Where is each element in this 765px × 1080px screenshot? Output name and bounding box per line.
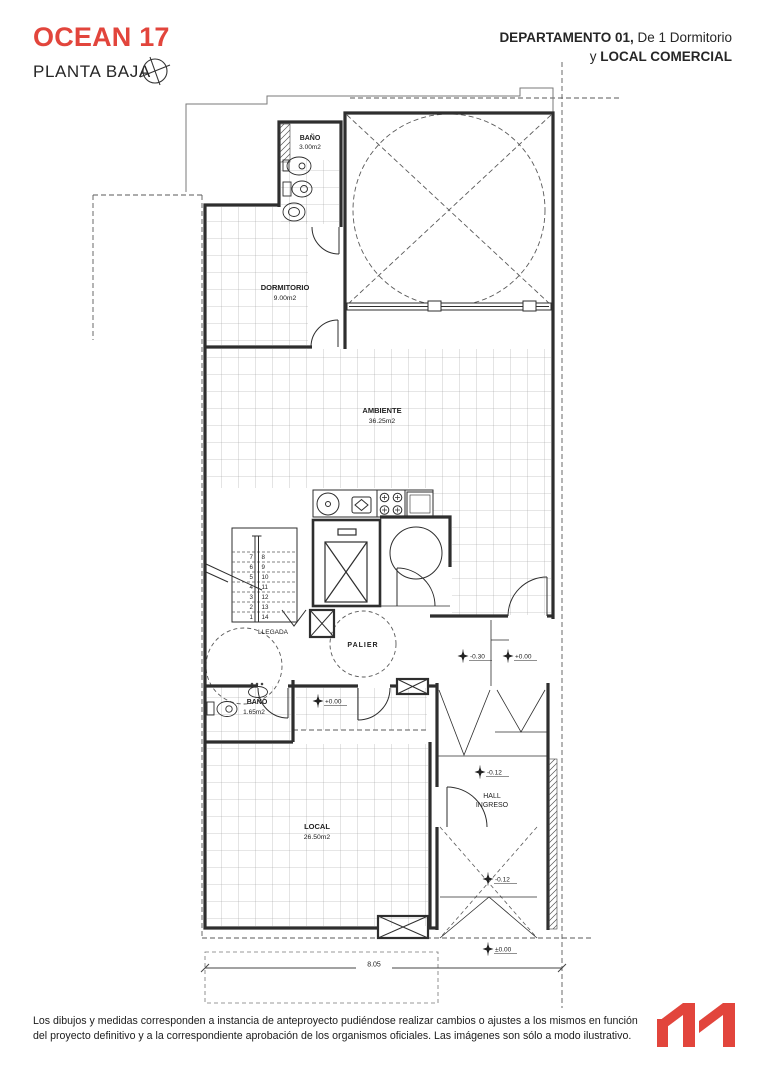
- stair-direction-arrow: [282, 610, 306, 626]
- m11-logo: [657, 1001, 749, 1047]
- dimension-line: [201, 958, 566, 972]
- level-local-rear: +0.00: [515, 653, 532, 661]
- svg-text:3: 3: [249, 594, 253, 601]
- svg-text:8: 8: [261, 554, 265, 561]
- svg-text:2: 2: [249, 604, 253, 611]
- unit-line1-bold: DEPARTAMENTO 01,: [499, 30, 634, 45]
- stair-arrival-label: LLEGADA: [258, 629, 288, 636]
- unit-line2-bold: LOCAL COMERCIAL: [600, 49, 732, 64]
- room-label-hall-1: HALL: [483, 793, 501, 800]
- svg-text:9: 9: [261, 564, 265, 571]
- floor-label: PLANTA BAJA: [33, 62, 151, 81]
- room-label-hall-2: INGRESO: [475, 802, 509, 809]
- svg-text:6: 6: [249, 564, 253, 571]
- level-street: ±0.00: [495, 946, 512, 954]
- patio-void: [347, 114, 551, 306]
- room-label-dormitorio: DORMITORIO: [260, 283, 310, 292]
- fridge-icon: [407, 492, 433, 516]
- level-hall: -0.12: [487, 769, 502, 777]
- room-area-local: 26.50m2: [303, 834, 331, 841]
- svg-text:1: 1: [249, 614, 253, 621]
- window-band: [347, 301, 551, 311]
- svg-text:14: 14: [261, 614, 269, 621]
- neighbor-outline: [186, 88, 553, 192]
- footer-disclaimer: [33, 1014, 643, 1044]
- party-wall-hatch: [549, 759, 557, 929]
- room-area-ambiente: 36.25m2: [368, 418, 396, 425]
- svg-text:13: 13: [261, 604, 269, 611]
- stair-numbers-right: [262, 554, 269, 621]
- bedroom-floor: [207, 207, 308, 345]
- room-area-bano-local: 1.65m2: [243, 709, 265, 716]
- level-bano-local: +0.00: [325, 698, 342, 706]
- duct-hatch: [280, 124, 290, 162]
- room-area-dormitorio: 9.00m2: [273, 295, 297, 302]
- living-floor-strip: [433, 488, 551, 517]
- disclaimer-line-1: Los dibujos y medidas corresponden a instancia de anteproyecto pudiéndose realizar cambios o ajustes a los mismos en función: [33, 1015, 638, 1027]
- room-label-local: LOCAL: [304, 822, 330, 831]
- north-compass-icon: [140, 57, 170, 85]
- dimension-total-width: 8.05: [367, 961, 381, 969]
- elevator-shaft: [313, 520, 380, 606]
- svg-text:10: 10: [261, 574, 269, 581]
- living-floor-arm: [452, 517, 551, 615]
- water-tank-room: [380, 527, 450, 606]
- sidewalk-projection: [205, 952, 438, 1003]
- room-label-bano-local: BAÑO: [246, 699, 268, 706]
- room-label-bano-top: BAÑO: [299, 135, 321, 142]
- project-title: OCEAN 17: [33, 22, 170, 52]
- water-tank-icon: [390, 527, 442, 579]
- unit-line1-rest: De 1 Dormitorio: [633, 30, 732, 45]
- stair-numbers-left: [250, 554, 254, 621]
- room-label-palier: PALIER: [347, 642, 379, 649]
- svg-text:11: 11: [261, 584, 268, 591]
- entry-canopy-lines: [437, 620, 547, 938]
- room-label-ambiente: AMBIENTE: [362, 406, 402, 415]
- svg-text:4: 4: [249, 584, 253, 591]
- staircase: [206, 528, 306, 636]
- level-palier: -0.30: [470, 653, 485, 661]
- level-entry: -0.12: [495, 876, 510, 884]
- room-area-bano-top: 3.00m2: [299, 144, 321, 151]
- svg-text:12: 12: [261, 594, 269, 601]
- kitchen-sink-icon: [317, 493, 339, 515]
- disclaimer-line-2: del proyecto definitivo y a la correspondiente aprobación de los organismos oficiales. Las imágenes son sólo a modo ilustrativo.: [33, 1030, 632, 1042]
- svg-text:5: 5: [249, 574, 253, 581]
- unit-line2-rest: y: [589, 49, 601, 64]
- elevator-car: [325, 529, 367, 602]
- svg-text:7: 7: [249, 554, 253, 561]
- kitchen-counter: [313, 490, 433, 517]
- duct-shaft-x: [310, 610, 334, 637]
